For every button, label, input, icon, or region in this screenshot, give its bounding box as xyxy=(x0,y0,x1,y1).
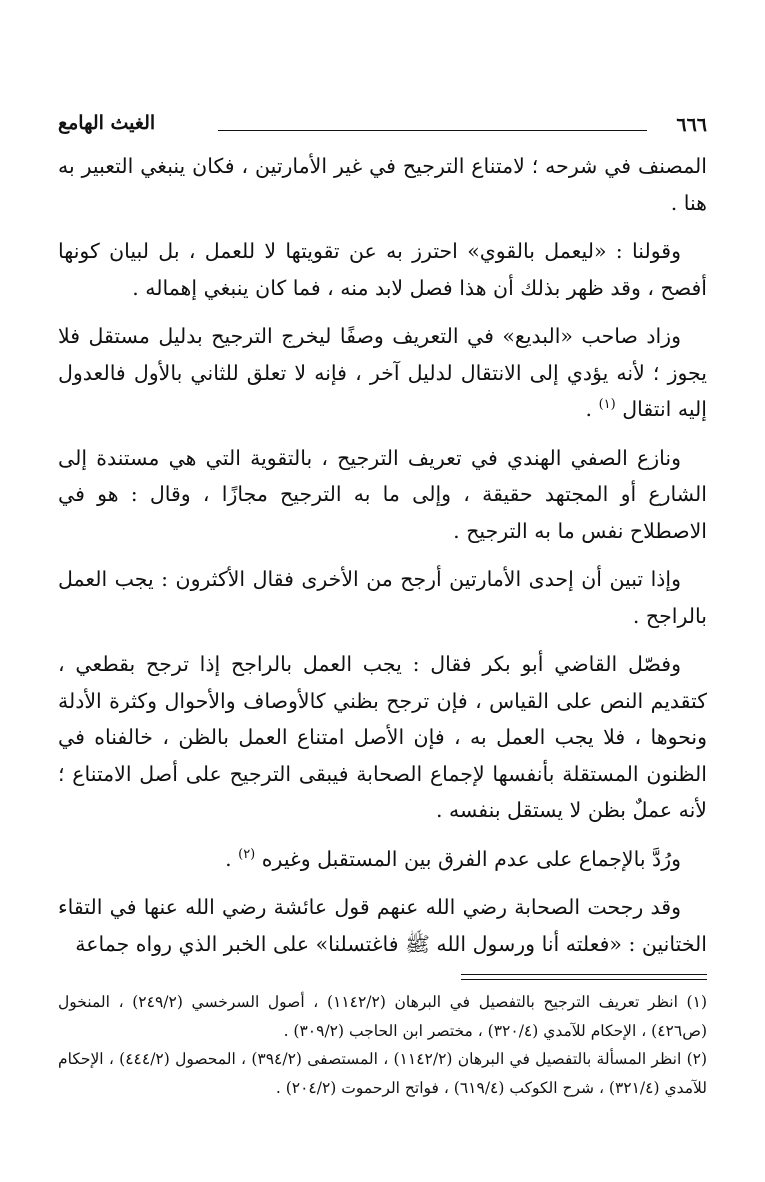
paragraph-end: . xyxy=(225,846,239,871)
paragraph-text: وفصّل القاضي أبو بكر فقال : يجب العمل بالراجح إذا ترجح بقطعي ، كتقديم النص على القياس ، فإن ترجح بظني كالأوصاف والأحوال وكثرة الأدلة ونحوها ، فلا يجب العمل به ، فإن الأصل امتناع العمل بالظن ، خالفناه في الظنون المستقلة بأنفسها لإجماع الصحابة فيبقى الترجيح على أصل الامتناع ؛ لأنه عملٌ بظن لا يستقل بنفسه . xyxy=(58,652,707,822)
running-title: الغيث الهامع xyxy=(58,112,156,134)
footnote-separator xyxy=(461,979,707,980)
paragraph xyxy=(58,841,707,878)
page-number: ٦٦٦ xyxy=(676,114,707,136)
paragraph xyxy=(58,440,707,550)
footnote-reference[interactable]: (١) xyxy=(598,397,616,413)
header-rule xyxy=(218,130,647,131)
paragraph xyxy=(58,889,707,962)
paragraph-text: وزاد صاحب «البديع» في التعريف وصفًا ليخرج الترجيح بدليل مستقل فلا يجوز ؛ لأنه يؤدي إلى الانتقال لدليل آخر ، فإنه لا تعلق للثاني بالأول فالعدول إليه انتقال xyxy=(58,324,707,421)
footnote-separator xyxy=(461,974,707,975)
paragraph-text: ورُدَّ بالإجماع على عدم الفرق بين المستقبل وغيره xyxy=(261,846,681,871)
paragraph xyxy=(58,148,707,221)
page-header xyxy=(58,110,707,144)
paragraph xyxy=(58,318,707,428)
paragraph xyxy=(58,646,707,829)
paragraph-text: وقولنا : «ليعمل بالقوي» احترز به عن تقويتها لا للعمل ، بل لبيان كونها أفصح ، وقد ظهر بذلك أن هذا فصل لابد منه ، فما كان ينبغي إهماله . xyxy=(58,239,707,300)
paragraph-text: وقد رجحت الصحابة رضي الله عنهم قول عائشة رضي الله عنها في التقاء الختانين : «فعلته أنا ورسول الله ﷺ فاغتسلنا» على الخبر الذي رواه جماعة xyxy=(58,895,707,956)
paragraph xyxy=(58,233,707,306)
footnotes xyxy=(58,988,707,1102)
paragraph-text: وإذا تبين أن إحدى الأمارتين أرجح من الأخرى فقال الأكثرون : يجب العمل بالراجح . xyxy=(58,567,707,628)
main-text xyxy=(58,148,707,974)
footnote-reference[interactable]: (٢) xyxy=(238,846,256,862)
paragraph xyxy=(58,561,707,634)
footnote: (٢) انظر المسألة بالتفصيل في البرهان (١١٤٢/٢) ، المستصفى (٣٩٤/٢) ، المحصول (٤٤٤/٢) ، الإحكام للآمدي (٣٢١/٤) ، شرح الكوكب (٦١٩/٤) ، فواتح الرحموت (٢٠٤/٢) . xyxy=(58,1050,708,1097)
paragraph-end: . xyxy=(585,397,599,421)
paragraph-text: المصنف في شرحه ؛ لامتناع الترجيح في غير الأمارتين ، فكان ينبغي التعبير به هنا . xyxy=(58,154,707,215)
paragraph-text: ونازع الصفي الهندي في تعريف الترجيح ، بالتقوية التي هي مستندة إلى الشارع أو المجتهد حقيقة ، وإلى ما به الترجيح مجازًا ، وقال : هو في الاصطلاح نفس ما به الترجيح . xyxy=(58,445,707,543)
footnote: (١) انظر تعريف الترجيح بالتفصيل في البرهان (١١٤٢/٢) ، أصول السرخسي (٢٤٩/٢) ، المنخول (ص٤٢٦) ، الإحكام للآمدي (٣٢٠/٤) ، مختصر ابن الحاجب (٣٠٩/٢) . xyxy=(58,993,707,1040)
